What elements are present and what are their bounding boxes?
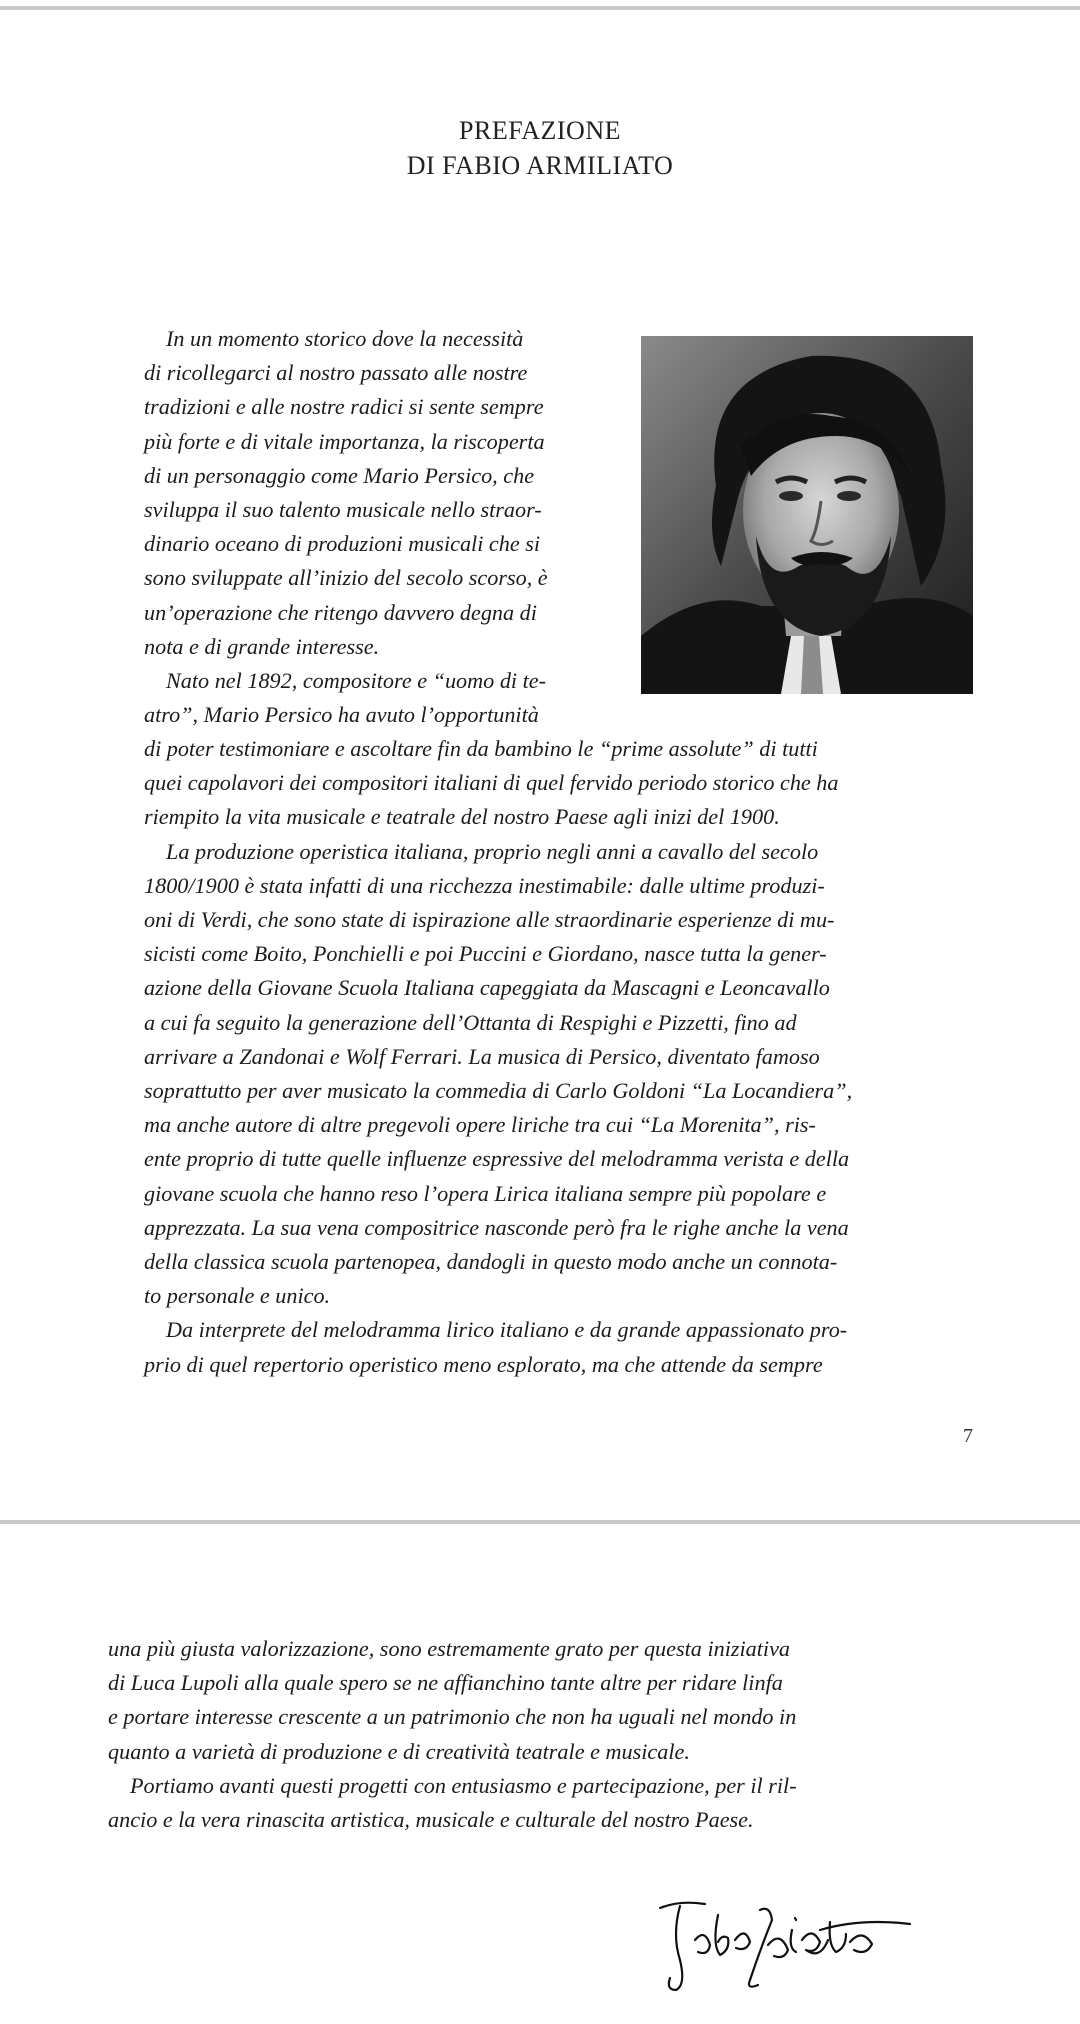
text-line: di poter testimoniare e ascoltare fin da bambino le “prime assolute” di tutti [144,736,818,761]
text-line: to personale e unico. [144,1283,331,1309]
text-line: nota e di grande interesse. [144,633,380,659]
text-line: dinario oceano di produzioni musicali che si [144,531,541,557]
text-line: arrivare a Zandonai e Wolf Ferrari. La musica di Persico, diventato famoso [144,1043,820,1069]
text-line: oni di Verdi, che sono state di ispirazione alle straordinarie esperienze di mu- [144,907,835,933]
text-line: La produzione operistica italiana, proprio negli anni a cavallo del secolo [166,838,819,864]
preface-title [0,113,1080,183]
text-line: una più giusta valorizzazione, sono estremamente grato per questa iniziativa [108,1636,791,1661]
text-line: della classica scuola partenopea, dandogli in questo modo anche un connota- [144,1249,838,1275]
text-line: sviluppa il suo talento musicale nello straor- [144,497,542,523]
text-line: sicisti come Boito, Ponchielli e poi Puccini e Giordano, nasce tutta la gener- [144,941,827,967]
text-line: di Luca Lupoli alla quale spero se ne affianchino tante altre per ridare linfa [108,1670,783,1696]
text-line: e portare interesse crescente a un patrimonio che non ha uguali nel mondo in [108,1704,797,1730]
preface-title-line-1: PREFAZIONE [459,116,621,145]
text-line: giovane scuola che hanno reso l’opera Lirica italiana sempre più popolare e [144,1180,827,1206]
text-line: un’operazione che ritengo davvero degna di [144,599,537,625]
text-line: atro”, Mario Persico ha avuto l’opportunità [144,702,539,728]
text-line: tradizioni e alle nostre radici si sente sempre [144,394,544,420]
text-line: ancio e la vera rinascita artistica, musicale e culturale del nostro Paese. [108,1807,754,1833]
preface-text-wrapped [144,322,625,732]
text-line: apprezzata. La sua vena compositrice nasconde però fra le righe anche la vena [144,1214,849,1240]
page-break-rule [0,1520,1080,1524]
text-line: quei capolavori dei compositori italiani di quel fervido periodo storico che ha [144,770,839,796]
preface-title-line-2: DI FABIO ARMILIATO [406,151,674,180]
text-line: ente proprio di tutte quelle influenze espressive del melodramma verista e della [144,1146,850,1172]
preface-text-full-width [144,732,973,1382]
text-line: più forte e di vitale importanza, la riscoperta [144,428,545,454]
text-line: ma anche autore di altre pregevoli opere liriche tra cui “La Morenita”, ris- [144,1112,816,1138]
text-line: azione della Giovane Scuola Italiana capeggiata da Mascagni e Leoncavallo [144,975,830,1001]
text-line: 1800/1900 è stata infatti di una ricchezza inestimabile: dalle ultime produzi- [144,872,825,898]
text-line: prio di quel repertorio operistico meno esplorato, ma che attende da sempre [144,1351,823,1377]
text-line: In un momento storico dove la necessità [166,326,524,351]
handwritten-signature [650,1890,920,2000]
text-line: Portiamo avanti questi progetti con entusiasmo e partecipazione, per il ril- [130,1772,797,1798]
page-number: 7 [963,1425,973,1447]
text-line: sono sviluppate all’inizio del secolo scorso, è [144,565,548,591]
text-line: soprattutto per aver musicato la commedia di Carlo Goldoni “La Locandiera”, [144,1078,853,1104]
text-line: di ricollegarci al nostro passato alle nostre [144,360,528,386]
author-portrait-photo [641,336,973,694]
text-line: di un personaggio come Mario Persico, che [144,462,535,488]
text-line: a cui fa seguito la generazione dell’Ottanta di Respighi e Pizzetti, fino ad [144,1009,797,1035]
text-line: Nato nel 1892, compositore e “uomo di te- [166,668,547,694]
text-line: Da interprete del melodramma lirico italiano e da grande appassionato pro- [166,1317,848,1343]
text-line: quanto a varietà di produzione e di creatività teatrale e musicale. [108,1738,690,1764]
text-line: riempito la vita musicale e teatrale del nostro Paese agli inizi del 1900. [144,804,780,830]
page-eight-text [108,1632,938,1837]
